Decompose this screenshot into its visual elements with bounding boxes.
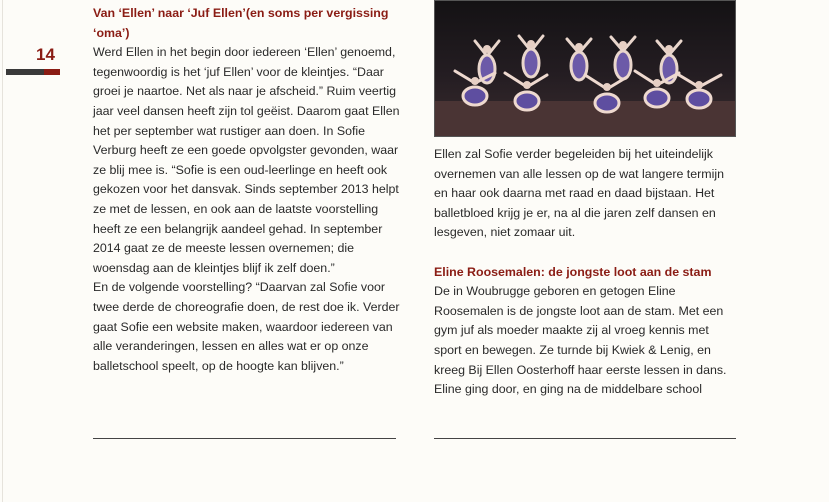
page-edge bbox=[2, 0, 3, 502]
paragraph: Werd Ellen in het begin door iedereen ‘Ellen’ genoemd, tegenwoordig is het ‘juf Ellen’ voor de kleintjes. “Daar groei je naartoe. Net als naar je afscheid.” Ruim veertig jaar veel dansen heeft zijn tol geëist. Daarom gaat Ellen het per september wat rustiger aan doen. In Sofie Verburg heeft ze een goede opvolgster gevonden, waar ze blij mee is. “Sofie is een oud-leerlinge en heeft ook gekozen voor het dansvak. Sinds september 2013 helpt ze met de lessen, en ook aan de laatste voorstelling heeft ze een belangrijk aandeel gehad. In september 2014 gaat ze de meeste lessen overnemen; die woensdag aan de kleintjes blijf ik zelf doen.” bbox=[93, 45, 400, 275]
left-column-rule bbox=[93, 438, 396, 439]
dance-photo bbox=[434, 0, 736, 137]
paragraph: En de volgende voorstelling? “Daarvan zal Sofie voor twee derde de choreografie doen, de rest doe ik. Verder gaat Sofie een website maken, waardoor iedereen van alle veranderingen, lessen en alles wat er op onze balletschool speelt, op de hoogte kan blijven.” bbox=[93, 280, 400, 373]
section-heading-eline: Eline Roosemalen: de jongste loot aan de stam bbox=[434, 264, 712, 279]
right-column-rule bbox=[434, 438, 736, 439]
section-heading-ellen: Van ‘Ellen’ naar ‘Juf Ellen’(en soms per vergissing ‘oma’) bbox=[93, 6, 389, 40]
paragraph: Ellen zal Sofie verder begeleiden bij het uiteindelijk overnemen van alle lessen op de wat langere termijn en haar ook daarna met raad en daad bijstaan. Het balletbloed krijg je er, na al die jaren zelf dansen en lesgeven, niet zomaar uit. bbox=[434, 147, 724, 240]
page-number-bar bbox=[6, 69, 60, 75]
page-number: 14 bbox=[36, 45, 55, 64]
paragraph: De in Woubrugge geboren en getogen Eline Roosemalen is de jongste loot aan de stam. Met een gym juf als moeder maakte zij al vroeg kennis met sport en bewegen. Ze turnde bij Kwiek & Lenig, en kreeg Bij Ellen Oosterhoff haar eerste lessen in dans. Eline ging door, en ging na de middelbare school bbox=[434, 284, 727, 397]
right-column bbox=[434, 145, 739, 400]
left-column bbox=[93, 4, 403, 376]
